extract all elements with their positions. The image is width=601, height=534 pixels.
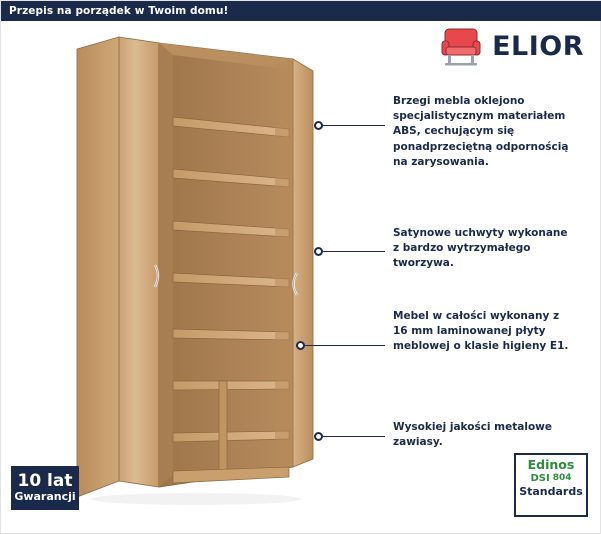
banner-text: Przepis na porządek w Twoim domu! [9, 5, 229, 17]
warranty-label: Gwarancji [14, 490, 76, 504]
armchair-icon [438, 23, 484, 69]
brand-name: ELIOR [492, 30, 584, 62]
callout-dot-metal-hinges [314, 432, 323, 441]
callout-text-board-material: Mebel w całości wykonany z 16 mm laminowanej płyty meblowej o klasie higieny E1. [393, 310, 569, 353]
certificate-badge [514, 453, 588, 517]
callout-line-metal-hinges [323, 436, 385, 437]
certificate-standards: Standards [516, 485, 586, 498]
callout-text-abs-edges: Brzegi mebla oklejono specjalistycznym materiałem ABS, cechującym się ponadprzeciętną odpornością na zarysowania. [393, 95, 569, 168]
certificate-dsi: DSI [530, 472, 550, 484]
callout-dot-abs-edges [314, 121, 323, 130]
callout-line-abs-edges [323, 125, 385, 126]
warranty-years: 10 lat [17, 471, 73, 492]
product-image [61, 29, 321, 509]
callout-text-satin-handles: Satynowe uchwyty wykonane z bardzo wytrzymałego tworzywa. [393, 227, 568, 270]
callout-line-satin-handles [323, 251, 385, 252]
callout-dot-board-material [296, 341, 305, 350]
warranty-badge [11, 466, 79, 510]
callout-line-board-material [305, 345, 385, 346]
certificate-number: 804 [552, 473, 572, 484]
callout-dot-satin-handles [314, 247, 323, 256]
brand-logo [438, 23, 584, 69]
callout-text-metal-hinges: Wysokiej jakości metalowe zawiasy. [393, 421, 552, 449]
certificate-name: Edinos [527, 457, 575, 472]
certificate-dsi-row [516, 473, 586, 484]
banner [1, 1, 601, 21]
